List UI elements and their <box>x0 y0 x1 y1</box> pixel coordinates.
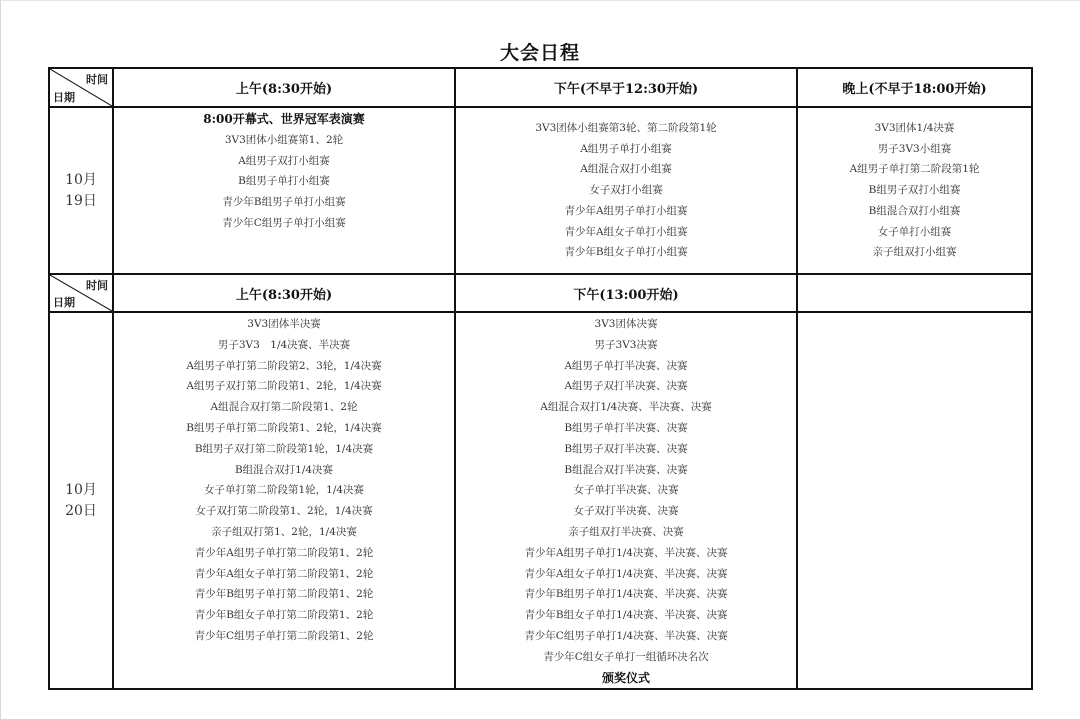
day2-morning-event-13: 青少年B组男子单打第二阶段第1、2轮 <box>194 588 374 601</box>
day2-afternoon-event-17: 颁奖仪式 <box>601 670 650 685</box>
day1-morning-event-4: 青少年B组男子单打小组赛 <box>222 196 346 209</box>
day2-header-row <box>49 274 1032 312</box>
day1-evening-cell <box>797 107 1032 274</box>
corner-cell <box>49 274 113 312</box>
day2-morning-event-6: B组男子双打第二阶段第1轮，1/4决赛 <box>194 442 374 455</box>
day2-afternoon-event-6: B组男子双打半决赛、决赛 <box>564 442 688 455</box>
day2-afternoon-event-10: 亲子组双打半决赛、决赛 <box>568 525 684 538</box>
day2-afternoon-event-14: 青少年B组女子单打1/4决赛、半决赛、决赛 <box>524 609 728 622</box>
day2-afternoon-event-3: A组男子双打半决赛、决赛 <box>564 380 688 393</box>
day2-afternoon-event-5: B组男子单打半决赛、决赛 <box>564 421 688 434</box>
corner-date-label: 日期 <box>53 91 75 104</box>
day2-afternoon-cell <box>455 312 797 689</box>
day2-afternoon-event-0: 3V3团体决赛 <box>594 318 658 330</box>
day1-morning-header: 上午(8:30开始) <box>113 68 455 107</box>
day2-date-cell <box>49 312 113 689</box>
day2-afternoon-event-13: 青少年B组男子单打1/4决赛、半决赛、决赛 <box>524 588 728 601</box>
day2-morning-event-14: 青少年B组女子单打第二阶段第1、2轮 <box>194 609 374 622</box>
day1-afternoon-cell <box>455 107 797 274</box>
day1-evening-event-0: 3V3团体1/4决赛 <box>874 121 955 134</box>
day2-afternoon-event-16: 青少年C组女子单打一组循环决名次 <box>543 650 709 663</box>
day2-afternoon-event-15: 青少年C组男子单打1/4决赛、半决赛、决赛 <box>524 629 728 642</box>
day2-morning-event-8: 女子单打第二阶段第1轮，1/4决赛 <box>203 484 365 497</box>
day2-row <box>49 312 1032 689</box>
day2-evening-header <box>797 274 1032 312</box>
day1-afternoon-event-6: 青少年B组女子单打小组赛 <box>564 246 688 259</box>
day2-morning-event-2: A组男子单打第二阶段第2、3轮，1/4决赛 <box>186 359 382 372</box>
day2-morning-event-9: 女子双打第二阶段第1、2轮，1/4决赛 <box>195 505 373 518</box>
day1-evening-header: 晚上(不早于18:00开始) <box>797 68 1032 107</box>
day1-morning-event-5: 青少年C组男子单打小组赛 <box>222 216 346 229</box>
day2-afternoon-event-11: 青少年A组男子单打1/4决赛、半决赛、决赛 <box>524 546 728 559</box>
day2-afternoon-header: 下午(13:00开始) <box>455 274 797 312</box>
day1-afternoon-event-4: 青少年A组男子单打小组赛 <box>564 204 688 217</box>
day1-afternoon-event-3: 女子双打小组赛 <box>589 184 663 197</box>
day2-morning-event-3: A组男子双打第二阶段第1、2轮，1/4决赛 <box>186 380 382 393</box>
page-title: 大会日程 <box>499 42 580 64</box>
day2-morning-event-15: 青少年C组男子单打第二阶段第1、2轮 <box>194 629 374 642</box>
day2-morning-event-5: B组男子单打第二阶段第1、2轮，1/4决赛 <box>186 421 382 434</box>
day2-morning-event-1: 男子3V3 1/4决赛、半决赛 <box>217 338 351 351</box>
corner-time-label: 时间 <box>86 73 108 86</box>
corner-date-label: 日期 <box>53 296 75 309</box>
day1-header-row <box>49 68 1032 107</box>
day2-afternoon-event-12: 青少年A组女子单打1/4决赛、半决赛、决赛 <box>524 567 728 580</box>
day1-evening-event-1: 男子3V3小组赛 <box>877 142 952 155</box>
day2-morning-header: 上午(8:30开始) <box>113 274 455 312</box>
day2-afternoon-event-1: 男子3V3决赛 <box>594 338 658 351</box>
day2-morning-event-7: B组混合双打1/4决赛 <box>234 463 334 476</box>
day1-morning-event-1: 3V3团体小组赛第1、2轮 <box>224 133 344 146</box>
day2-afternoon-event-4: A组混合双打1/4决赛、半决赛、决赛 <box>540 401 712 414</box>
day2-morning-cell <box>113 312 455 689</box>
day1-date-day: 19日 <box>65 192 97 209</box>
day1-morning-event-2: A组男子双打小组赛 <box>238 154 330 167</box>
day2-morning-event-12: 青少年A组女子单打第二阶段第1、2轮 <box>194 567 374 580</box>
day2-evening-cell <box>797 312 1032 689</box>
day1-evening-event-5: 女子单打小组赛 <box>877 225 952 238</box>
day2-date-month: 10月 <box>65 481 97 498</box>
day1-evening-event-4: B组混合双打小组赛 <box>868 204 961 217</box>
day1-evening-event-6: 亲子组双打小组赛 <box>872 246 957 259</box>
day1-afternoon-event-1: A组男子单打小组赛 <box>580 142 672 155</box>
day1-morning-cell <box>113 107 455 274</box>
day1-evening-event-3: B组男子双打小组赛 <box>868 184 961 197</box>
day1-afternoon-header: 下午(不早于12:30开始) <box>455 68 797 107</box>
day1-afternoon-event-0: 3V3团体小组赛第3轮、第二阶段第1轮 <box>535 121 717 134</box>
day1-date-cell <box>49 107 113 274</box>
day2-afternoon-event-2: A组男子单打半决赛、决赛 <box>564 359 688 372</box>
day1-afternoon-event-5: 青少年A组女子单打小组赛 <box>564 225 688 238</box>
day1-row <box>49 107 1032 274</box>
day2-morning-event-0: 3V3团体半决赛 <box>247 318 321 330</box>
corner-time-label: 时间 <box>86 279 108 292</box>
day2-date-day: 20日 <box>65 502 97 519</box>
corner-cell <box>49 68 113 107</box>
day1-date-month: 10月 <box>65 171 97 188</box>
day2-afternoon-event-9: 女子双打半决赛、决赛 <box>573 505 679 518</box>
day1-morning-event-0: 8:00开幕式、世界冠军表演赛 <box>203 112 365 126</box>
schedule-table <box>48 67 1033 690</box>
day2-afternoon-event-7: B组混合双打半决赛、决赛 <box>564 463 688 476</box>
day2-afternoon-event-8: 女子单打半决赛、决赛 <box>573 484 679 497</box>
day1-morning-event-3: B组男子单打小组赛 <box>238 175 330 188</box>
day2-morning-event-10: 亲子组双打第1、2轮，1/4决赛 <box>211 525 357 538</box>
day1-evening-event-2: A组男子单打第二阶段第1轮 <box>849 163 980 176</box>
day1-afternoon-event-2: A组混合双打小组赛 <box>580 163 672 176</box>
day2-morning-event-4: A组混合双打第二阶段第1、2轮 <box>210 401 358 414</box>
day2-morning-event-11: 青少年A组男子单打第二阶段第1、2轮 <box>194 546 374 559</box>
